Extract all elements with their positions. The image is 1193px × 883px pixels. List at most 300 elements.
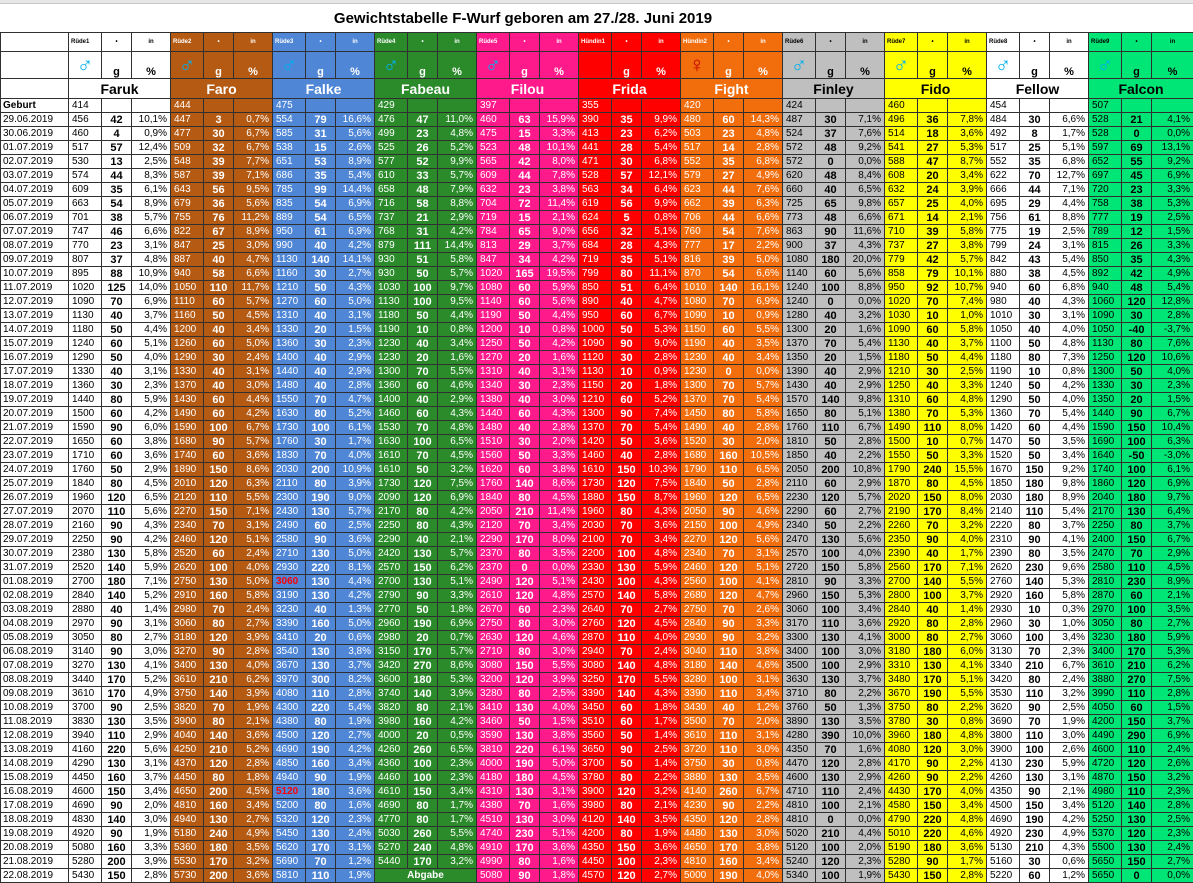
- gain-cell: 50: [816, 519, 846, 533]
- weight-cell: 1960: [681, 491, 714, 505]
- gain-cell: 170: [102, 673, 132, 687]
- gain-cell: 100: [816, 841, 846, 855]
- gain-cell: 120: [204, 631, 234, 645]
- percent-cell: 3,5%: [744, 771, 783, 785]
- percent-cell: 3,7%: [132, 771, 171, 785]
- percent-cell: 10,1%: [948, 267, 987, 281]
- weight-cell: 755: [171, 211, 204, 225]
- percent-cell: 5,3%: [1152, 197, 1193, 211]
- weight-cell: 1370: [681, 393, 714, 407]
- gain-cell: 42: [918, 253, 948, 267]
- weight-cell: 572: [783, 155, 816, 169]
- percent-cell: 5,9%: [642, 561, 681, 575]
- gain-cell: 50: [816, 701, 846, 715]
- gain-cell: 120: [918, 743, 948, 757]
- weight-cell: 530: [69, 155, 102, 169]
- percent-cell: 2,3%: [438, 757, 477, 771]
- table-row: [1, 477, 1193, 491]
- gain-cell: 40: [306, 309, 336, 323]
- weight-cell: 1360: [273, 337, 306, 351]
- gain-cell: 45: [1122, 169, 1152, 183]
- gain-cell: 60: [510, 281, 540, 295]
- weight-cell: 1090: [1089, 309, 1122, 323]
- date-cell: 10.08.2019: [1, 701, 69, 715]
- gain-cell: 120: [714, 561, 744, 575]
- table-row: [1, 491, 1193, 505]
- weight-cell: 1190: [477, 309, 510, 323]
- weight-cell: 679: [171, 197, 204, 211]
- weight-cell: 2620: [987, 561, 1020, 575]
- weight-cell: 1330: [1089, 379, 1122, 393]
- percent-cell: 3,3%: [1152, 183, 1193, 197]
- unit-g: g: [102, 52, 132, 79]
- birth-weight: 397: [477, 99, 510, 113]
- percent-cell: 6,9%: [336, 225, 375, 239]
- percent-cell: 5,2%: [642, 393, 681, 407]
- birth-row: [1, 99, 1193, 113]
- percent-cell: 4,3%: [642, 687, 681, 701]
- weight-cell: 1270: [477, 351, 510, 365]
- percent-cell: 2,2%: [846, 449, 885, 463]
- weight-cell: 5430: [885, 869, 918, 883]
- percent-cell: 6,4%: [1152, 505, 1193, 519]
- gain-cell: 80: [204, 771, 234, 785]
- gain-cell: 90: [612, 337, 642, 351]
- percent-cell: 2,1%: [438, 533, 477, 547]
- percent-cell: 0,9%: [642, 365, 681, 379]
- gain-cell: 80: [918, 477, 948, 491]
- weight-cell: 4690: [375, 799, 408, 813]
- weight-cell: 4870: [1089, 771, 1122, 785]
- gain-cell: 80: [510, 491, 540, 505]
- weight-cell: 1840: [477, 491, 510, 505]
- weight-cell: 1460: [375, 407, 408, 421]
- dot-symbol: •: [510, 33, 540, 52]
- weight-cell: 3000: [885, 631, 918, 645]
- weight-cell: 5010: [885, 827, 918, 841]
- gain-cell: 23: [1122, 183, 1152, 197]
- gain-cell: 110: [1122, 561, 1152, 575]
- percent-cell: 3,5%: [1050, 547, 1089, 561]
- gain-cell: 80: [408, 505, 438, 519]
- gain-cell: 160: [204, 799, 234, 813]
- gain-cell: 40: [204, 253, 234, 267]
- gain-cell: 270: [408, 659, 438, 673]
- gain-cell: 110: [1020, 505, 1050, 519]
- header-row-ids: [1, 33, 1193, 52]
- gain-cell: 40: [306, 351, 336, 365]
- gain-cell: 130: [306, 659, 336, 673]
- gain-cell: 160: [408, 715, 438, 729]
- weight-cell: 1490: [171, 407, 204, 421]
- date-cell: 16.07.2019: [1, 351, 69, 365]
- percent-cell: 3,4%: [744, 687, 783, 701]
- gain-cell: 140: [612, 813, 642, 827]
- weight-cell: 5500: [1089, 841, 1122, 855]
- percent-cell: 3,4%: [234, 799, 273, 813]
- percent-cell: 3,6%: [642, 519, 681, 533]
- percent-cell: 5,6%: [132, 505, 171, 519]
- weight-cell: 3250: [579, 673, 612, 687]
- percent-cell: 6,8%: [1050, 155, 1089, 169]
- percent-cell: 6,1%: [132, 183, 171, 197]
- gain-cell: 70: [612, 519, 642, 533]
- weight-cell: 3820: [171, 701, 204, 715]
- gain-cell: 70: [204, 701, 234, 715]
- percent-cell: 2,2%: [948, 771, 987, 785]
- percent-cell: 6,7%: [846, 421, 885, 435]
- empty-cell: [612, 99, 642, 113]
- percent-cell: 3,0%: [540, 617, 579, 631]
- weight-cell: 3560: [579, 729, 612, 743]
- percent-cell: 4,8%: [132, 253, 171, 267]
- percent-cell: 2,9%: [846, 477, 885, 491]
- percent-cell: 4,4%: [846, 827, 885, 841]
- gain-cell: 21: [408, 211, 438, 225]
- percent-cell: 8,6%: [540, 477, 579, 491]
- gain-cell: 30: [714, 757, 744, 771]
- weight-cell: 4650: [681, 841, 714, 855]
- weight-cell: 4920: [987, 827, 1020, 841]
- percent-cell: 4,8%: [438, 421, 477, 435]
- weight-cell: 390: [579, 113, 612, 127]
- gain-cell: 65: [510, 225, 540, 239]
- weight-cell: 725: [783, 197, 816, 211]
- weight-cell: 2810: [1089, 575, 1122, 589]
- weight-cell: 3180: [681, 659, 714, 673]
- weight-cell: 2030: [987, 491, 1020, 505]
- weight-cell: 4690: [987, 813, 1020, 827]
- gain-cell: 140: [612, 659, 642, 673]
- percent-cell: 4,3%: [1050, 841, 1089, 855]
- percent-cell: 2,3%: [1050, 645, 1089, 659]
- gain-cell: 100: [306, 421, 336, 435]
- percent-cell: 6,2%: [438, 561, 477, 575]
- weight-cell: 5450: [273, 827, 306, 841]
- percent-cell: 4,8%: [948, 813, 987, 827]
- percent-cell: 11,7%: [234, 281, 273, 295]
- gain-cell: 40: [204, 365, 234, 379]
- weight-cell: 572: [783, 141, 816, 155]
- gain-cell: 110: [714, 687, 744, 701]
- gain-cell: 40: [204, 323, 234, 337]
- weight-cell: 1210: [885, 365, 918, 379]
- percent-cell: 3,6%: [948, 841, 987, 855]
- weight-cell: 2470: [1089, 547, 1122, 561]
- gain-cell: 35: [306, 169, 336, 183]
- weight-cell: 1180: [375, 309, 408, 323]
- weight-cell: 2920: [987, 589, 1020, 603]
- gain-cell: 110: [714, 729, 744, 743]
- gain-cell: 48: [510, 141, 540, 155]
- percent-cell: 3,2%: [438, 463, 477, 477]
- gain-cell: 0: [816, 295, 846, 309]
- percent-cell: 5,6%: [336, 127, 375, 141]
- percent-cell: 6,8%: [1050, 281, 1089, 295]
- weight-cell: 1240: [783, 295, 816, 309]
- gain-cell: 30: [918, 715, 948, 729]
- percent-cell: 2,8%: [744, 141, 783, 155]
- gain-cell: 150: [816, 561, 846, 575]
- percent-cell: 5,5%: [540, 659, 579, 673]
- gain-cell: 210: [204, 673, 234, 687]
- weight-cell: 1250: [477, 337, 510, 351]
- percent-cell: 2,7%: [642, 869, 681, 883]
- percent-cell: 6,3%: [1152, 435, 1193, 449]
- weight-cell: 990: [273, 239, 306, 253]
- weight-cell: 2220: [987, 519, 1020, 533]
- percent-cell: 10,7%: [948, 281, 987, 295]
- date-cell: 03.08.2019: [1, 603, 69, 617]
- gain-cell: 150: [204, 463, 234, 477]
- gain-cell: 15: [306, 141, 336, 155]
- weight-cell: 1360: [375, 379, 408, 393]
- date-cell: 04.07.2019: [1, 183, 69, 197]
- percent-cell: 5,7%: [438, 547, 477, 561]
- gain-cell: 56: [204, 183, 234, 197]
- gain-cell: 30: [918, 365, 948, 379]
- weight-cell: 4200: [579, 827, 612, 841]
- percent-cell: 3,3%: [438, 589, 477, 603]
- percent-cell: 3,0%: [948, 743, 987, 757]
- gain-cell: 10: [408, 323, 438, 337]
- percent-cell: 4,0%: [948, 533, 987, 547]
- percent-cell: 5,7%: [132, 211, 171, 225]
- gain-cell: 70: [612, 421, 642, 435]
- gain-cell: 140: [102, 589, 132, 603]
- percent-cell: 3,1%: [132, 239, 171, 253]
- percent-cell: 12,1%: [642, 169, 681, 183]
- percent-cell: 6,8%: [744, 155, 783, 169]
- gain-cell: 70: [102, 295, 132, 309]
- weight-cell: 3940: [69, 729, 102, 743]
- gain-cell: 30: [612, 351, 642, 365]
- percent-cell: 3,4%: [948, 799, 987, 813]
- gain-cell: 150: [1020, 799, 1050, 813]
- percent-cell: 3,6%: [642, 841, 681, 855]
- gain-cell: 90: [102, 645, 132, 659]
- gain-cell: 120: [204, 533, 234, 547]
- percent-cell: 5,4%: [642, 141, 681, 155]
- percent-cell: 5,2%: [336, 407, 375, 421]
- weight-cell: 1710: [69, 449, 102, 463]
- percent-cell: 1,5%: [1152, 225, 1193, 239]
- gain-cell: 140: [816, 393, 846, 407]
- weight-cell: 1250: [885, 379, 918, 393]
- percent-cell: 2,4%: [234, 603, 273, 617]
- weight-cell: 1190: [987, 365, 1020, 379]
- gain-cell: 130: [816, 715, 846, 729]
- weight-cell: 2960: [375, 617, 408, 631]
- unit-pct: %: [438, 52, 477, 79]
- table-row: [1, 211, 1193, 225]
- percent-cell: 4,4%: [132, 323, 171, 337]
- gain-cell: 14: [918, 211, 948, 225]
- weight-cell: 1250: [1089, 351, 1122, 365]
- weight-cell: 1300: [681, 379, 714, 393]
- percent-cell: 3,7%: [132, 309, 171, 323]
- weight-cell: 2490: [477, 575, 510, 589]
- gain-cell: 54: [714, 225, 744, 239]
- percent-cell: 4,0%: [948, 197, 987, 211]
- percent-cell: 4,2%: [132, 533, 171, 547]
- percent-cell: 5,5%: [234, 491, 273, 505]
- weight-cell: 1760: [69, 463, 102, 477]
- gain-cell: 390: [816, 729, 846, 743]
- percent-cell: 1,5%: [846, 351, 885, 365]
- percent-cell: 3,4%: [540, 519, 579, 533]
- weight-cell: 2930: [987, 603, 1020, 617]
- weight-cell: 1550: [885, 449, 918, 463]
- weight-cell: 773: [783, 211, 816, 225]
- weight-cell: 4600: [783, 771, 816, 785]
- weight-cell: 4230: [681, 799, 714, 813]
- gain-cell: 110: [102, 505, 132, 519]
- weight-cell: 1200: [171, 323, 204, 337]
- gain-cell: 100: [408, 435, 438, 449]
- gain-cell: 79: [918, 267, 948, 281]
- gain-cell: 40: [714, 701, 744, 715]
- weight-cell: 1130: [579, 365, 612, 379]
- gain-cell: 44: [714, 211, 744, 225]
- percent-cell: 4,7%: [336, 393, 375, 407]
- gain-cell: 230: [1122, 575, 1152, 589]
- unit-pct: %: [540, 52, 579, 79]
- in-label: in: [1152, 33, 1193, 52]
- gain-cell: 200: [816, 463, 846, 477]
- gain-cell: 90: [612, 743, 642, 757]
- gain-cell: 70: [714, 603, 744, 617]
- gain-cell: 19: [1020, 225, 1050, 239]
- gain-cell: 160: [102, 841, 132, 855]
- gain-cell: 60: [408, 379, 438, 393]
- gain-cell: 180: [1020, 477, 1050, 491]
- percent-cell: 3,3%: [744, 617, 783, 631]
- percent-cell: 4,3%: [642, 505, 681, 519]
- weight-cell: 643: [171, 183, 204, 197]
- weight-cell: 1730: [273, 421, 306, 435]
- weight-cell: 1130: [375, 295, 408, 309]
- percent-cell: 1,7%: [948, 547, 987, 561]
- weight-cell: 1380: [885, 407, 918, 421]
- table-row: [1, 253, 1193, 267]
- weight-cell: 940: [1089, 281, 1122, 295]
- table-row: [1, 141, 1193, 155]
- percent-cell: 3,3%: [540, 127, 579, 141]
- percent-cell: 2,6%: [1152, 757, 1193, 771]
- percent-cell: 2,7%: [1152, 617, 1193, 631]
- percent-cell: 3,3%: [540, 449, 579, 463]
- weight-cell: 889: [273, 211, 306, 225]
- percent-cell: 5,6%: [744, 533, 783, 547]
- percent-cell: 2,6%: [744, 603, 783, 617]
- weight-cell: 1030: [375, 281, 408, 295]
- percent-cell: 4,2%: [438, 225, 477, 239]
- percent-cell: 16,1%: [744, 281, 783, 295]
- gain-cell: 20: [510, 351, 540, 365]
- weight-cell: 1350: [1089, 393, 1122, 407]
- gain-cell: 47: [408, 113, 438, 127]
- gain-cell: 40: [612, 295, 642, 309]
- percent-cell: 3,8%: [336, 645, 375, 659]
- gain-cell: 200: [204, 869, 234, 883]
- gain-cell: 0: [510, 561, 540, 575]
- percent-cell: 4,1%: [948, 659, 987, 673]
- gain-cell: 130: [306, 575, 336, 589]
- gain-cell: 30: [510, 379, 540, 393]
- gain-cell: 150: [918, 869, 948, 883]
- header-row-names: [1, 79, 1193, 99]
- weight-cell: 3080: [477, 659, 510, 673]
- weight-cell: 887: [171, 253, 204, 267]
- gain-cell: 150: [612, 841, 642, 855]
- gain-cell: 70: [306, 393, 336, 407]
- table-row: [1, 281, 1193, 295]
- date-cell: 20.08.2019: [1, 841, 69, 855]
- percent-cell: 9,5%: [234, 183, 273, 197]
- gain-cell: 220: [918, 827, 948, 841]
- table-row: [1, 603, 1193, 617]
- gain-cell: 20: [306, 631, 336, 645]
- date-cell: 14.07.2019: [1, 323, 69, 337]
- weight-cell: 2790: [375, 589, 408, 603]
- corner-cell: [1, 52, 69, 79]
- gain-cell: 180: [918, 729, 948, 743]
- gain-cell: 30: [306, 337, 336, 351]
- gain-cell: 51: [408, 253, 438, 267]
- gain-cell: 23: [714, 127, 744, 141]
- gain-cell: 60: [1122, 701, 1152, 715]
- gain-cell: 100: [1020, 631, 1050, 645]
- weight-cell: 3970: [273, 673, 306, 687]
- gain-cell: 43: [1020, 253, 1050, 267]
- weight-cell: 850: [1089, 253, 1122, 267]
- percent-cell: 1,4%: [642, 757, 681, 771]
- percent-cell: 5,0%: [336, 295, 375, 309]
- puppy-name: Finley: [783, 79, 885, 99]
- percent-cell: 9,2%: [1050, 463, 1089, 477]
- gain-cell: 80: [918, 701, 948, 715]
- percent-cell: 8,2%: [336, 673, 375, 687]
- gain-cell: 80: [102, 477, 132, 491]
- weight-cell: 2290: [477, 533, 510, 547]
- gain-cell: 130: [204, 659, 234, 673]
- gain-cell: 48: [816, 169, 846, 183]
- percent-cell: 5,3%: [948, 141, 987, 155]
- weight-cell: 651: [273, 155, 306, 169]
- gain-cell: 110: [306, 687, 336, 701]
- gain-cell: 39: [204, 169, 234, 183]
- percent-cell: 8,4%: [846, 169, 885, 183]
- percent-cell: 9,9%: [642, 197, 681, 211]
- weight-cell: 4940: [171, 813, 204, 827]
- gain-cell: 80: [918, 631, 948, 645]
- gain-cell: 0: [714, 365, 744, 379]
- weight-cell: 2630: [477, 631, 510, 645]
- gain-cell: 60: [714, 113, 744, 127]
- weight-cell: 1610: [579, 463, 612, 477]
- gain-cell: 90: [306, 771, 336, 785]
- percent-cell: 3,7%: [1152, 519, 1193, 533]
- weight-cell: 1370: [171, 379, 204, 393]
- weight-cell: 1470: [987, 435, 1020, 449]
- weight-cell: 1650: [69, 435, 102, 449]
- gain-cell: 67: [204, 225, 234, 239]
- percent-cell: 6,2%: [642, 127, 681, 141]
- percent-cell: 6,8%: [642, 155, 681, 169]
- percent-cell: 5,4%: [744, 393, 783, 407]
- gain-cell: 90: [918, 533, 948, 547]
